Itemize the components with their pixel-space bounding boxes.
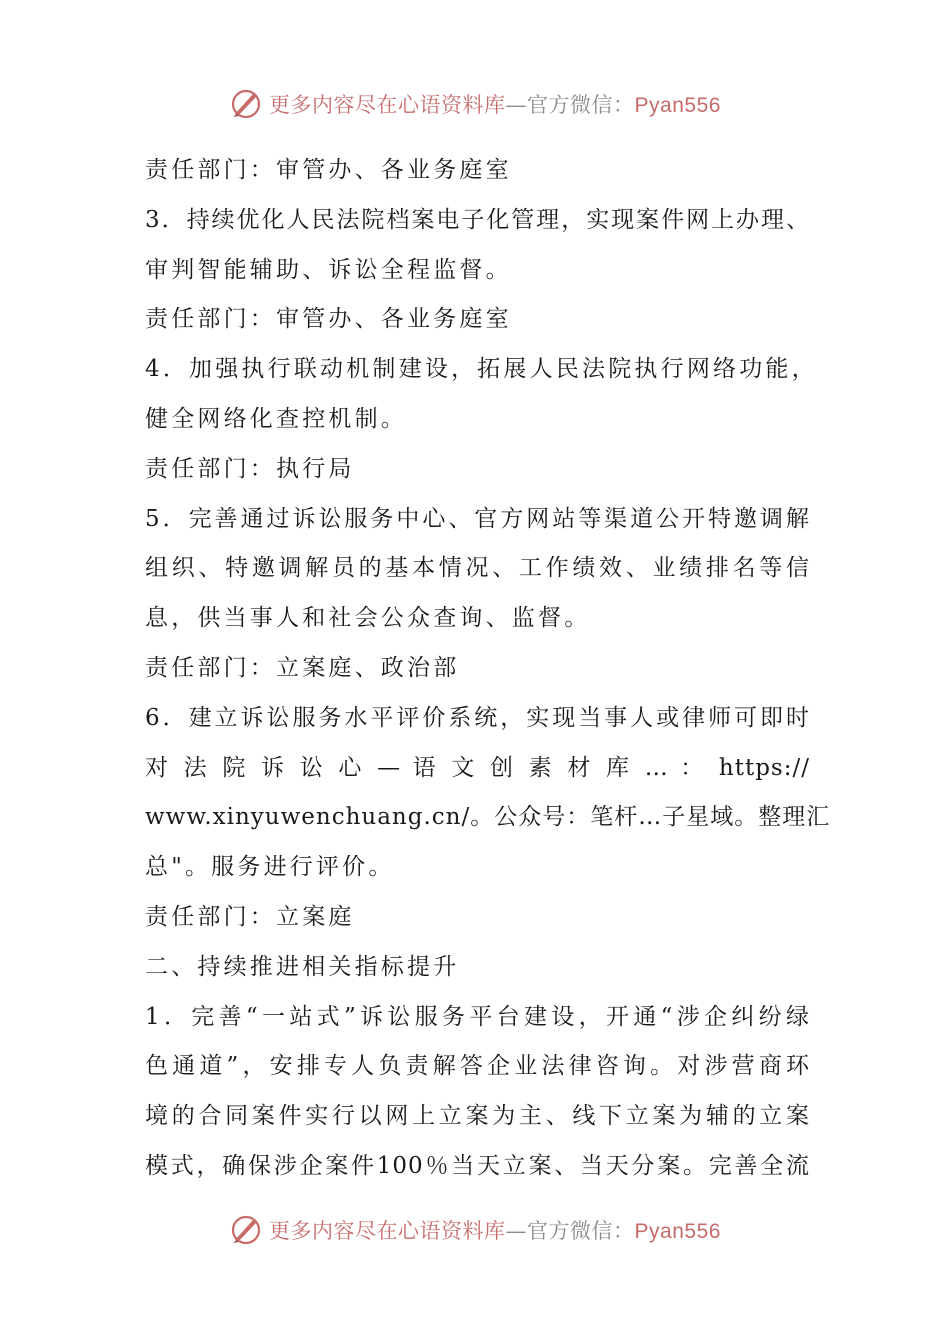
text-line: 责任部门：审管办、各业务庭室 [145, 157, 512, 183]
text-line: 色通道”，安排专人负责解答企业法律咨询。对涉营商环 [145, 1053, 810, 1080]
text-line: 责任部门：执行局 [145, 455, 355, 482]
text-line: 6．建立诉讼服务水平评价系统，实现当事人或律师可即时 [145, 704, 810, 731]
watermark-prefix: 更多内容尽在心语资料库 [269, 1219, 506, 1243]
text-line: 模式，确保涉企案件100％当天立案、当天分案。完善全流 [145, 1152, 810, 1179]
watermark-wechat-label: 官方微信： [527, 1219, 635, 1243]
text-line: 1．完善“一站式”诉讼服务平台建设，开通“涉企纠纷绿 [145, 1003, 810, 1030]
watermark-header [0, 84, 950, 124]
pen-logo-icon [229, 1213, 263, 1247]
text-line-with-url: 对 法 院 诉 讼 心 — 语 文 创 素 材 库 … ： https:// [145, 754, 810, 781]
text-line: 健全网络化查控机制。 [145, 405, 407, 432]
text-line-with-url: www.xinyuwenchuang.cn/。公众号：笔杆…子星域。整理汇 [145, 804, 831, 831]
text-line: 审判智能辅助、诉讼全程监督。 [145, 256, 512, 283]
watermark-prefix: 更多内容尽在心语资料库 [269, 93, 506, 117]
watermark-footer [0, 1210, 950, 1250]
text-line: 5．完善通过诉讼服务中心、官方网站等渠道公开特邀调解 [145, 505, 810, 532]
text-line: 4．加强执行联动机制建设，拓展人民法院执行网络功能， [145, 356, 818, 383]
watermark-text [269, 1215, 721, 1245]
watermark-wechat-id: Pyan556 [634, 1220, 721, 1243]
text-line: 责任部门：立案庭 [145, 903, 355, 930]
watermark-wechat-label: 官方微信： [527, 93, 635, 117]
pen-logo-icon [229, 87, 263, 121]
watermark-wechat-id: Pyan556 [634, 94, 721, 117]
watermark-text [269, 89, 721, 119]
text-line: 总"。服务进行评价。 [145, 854, 395, 881]
document-body [145, 146, 831, 1192]
text-line: 责任部门：审管办、各业务庭室 [145, 306, 512, 333]
text-line: 组织、特邀调解员的基本情况、工作绩效、业绩排名等信 [145, 555, 810, 582]
watermark-dash: — [505, 1219, 528, 1243]
text-line: 境的合同案件实行以网上立案为主、线下立案为辅的立案 [145, 1103, 810, 1130]
section-heading: 二、持续推进相关指标提升 [145, 953, 460, 980]
text-line: 责任部门：立案庭、政治部 [145, 654, 460, 681]
watermark-dash: — [505, 93, 528, 117]
text-line: 3．持续优化人民法院档案电子化管理，实现案件网上办理、 [145, 206, 810, 233]
text-line: 息，供当事人和社会公众查询、监督。 [145, 605, 591, 632]
